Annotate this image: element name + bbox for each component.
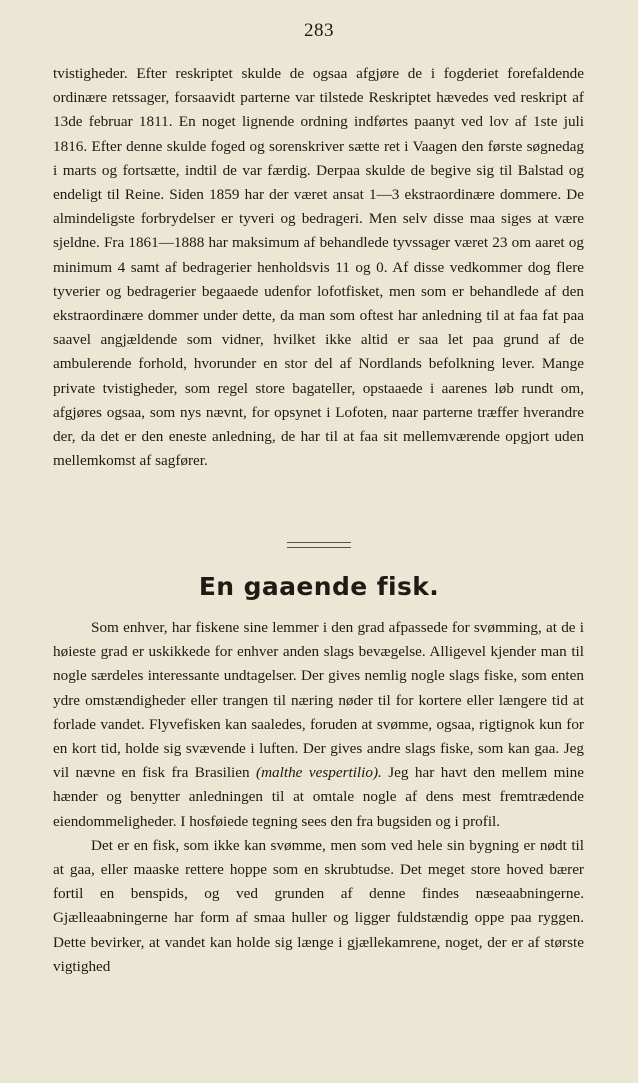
paragraph-text: Jeg har havt den mellem mine hænder og benytter anledningen til at omtale nogle af dens mest fremtrædende eiendommeligheder. I hosføiede tegning sees den fra bugsiden og i profil. <box>53 764 584 830</box>
paragraph <box>53 616 584 834</box>
section-divider <box>287 542 351 543</box>
section-body <box>53 616 584 979</box>
species-name: (malthe vespertilio). <box>256 764 382 782</box>
paragraph: Det er en fisk, som ikke kan svømme, men som ved hele sin bygning er nødt til at gaa, eller maaske rettere hoppe som en skrubtudse. Det meget store hoved bærer fortil en benspids, og ved grunden af denne findes næseaabningerne. Gjælleaabningerne har form af smaa huller og ligger fuldstændig oppe paa ryggen. Dette bevirker, at vandet kan holde sig længe i gjællekamrene, noget, der er af største vigtighed <box>53 836 584 975</box>
section-heading: En gaaende fisk. <box>198 572 440 601</box>
paragraph: tvistigheder. Efter reskriptet skulde de ogsaa afgjøre de i fogderiet forefaldende ordinære retssager, forsaavidt parterne var tilstede Reskriptet hævedes ved reskript af 13de februar 1811. En noget lignende ordning indførtes paanyt ved lov af 1ste juli 1816. Efter denne skulde foged og sorenskriver sætte ret i Vaagen den første søgnedag i marts og fortsætte, indtil de var færdig. Derpaa skulde de begive sig til Balstad og endeligt til Reine. Siden 1859 har der været ansat 1—3 ekstraordinære dommere. De almindeligste forbrydelser er tyveri og bedrageri. Men selv disse maa siges at være sjeldne. Fra 1861—1888 har maksimum af behandlede tyvssager været 23 om aaret og minimum 4 samt af bedragerier henholdsvis 11 og 0. Af disse vedkommer dog flere tyverier og bedragerier begaaede udenfor lofotfisket, men som er behandlede af den ekstraordinære dommer under dette, da man som oftest har anledning til at faa fat paa saavel angjældende som vidner, hvilket ikke altid er saa let paa grund af de ambulerende forhold, hvorunder en stor del af Nordlands befolkning lever. Mange private tvistigheder, som regel store bagateller, opstaaede i aarenes løb rundt om, afgjøres ogsaa, som nys nævnt, for opsynet i Lofoten, naar parterne træffer hverandre der, da det er den eneste anledning, de har til at faa sit mellemværende opgjort uden mellemkomst af sagfører. <box>53 65 584 470</box>
page-number: 283 <box>304 20 334 41</box>
paragraph-text: Som enhver, har fiskene sine lemmer i den grad afpassede for svømming, at de i høieste grad er uskikkede for enhver anden slags bevægelse. Alligevel kjender man til nogle særdeles interessante undtagelser. Der gives nemlig nogle slags fiske, som enten ydre omstændigheder eller trangen til næring nøder til for kortere eller længere tid at forlade vandet. Flyvefisken kan saaledes, foruden at svømme, ogsaa, rigtignok kun for en kort tid, holde sig svævende i luften. Der gives andre slags fiske, som kan gaa. Jeg vil nævne en fisk fra Brasilien <box>53 619 584 782</box>
section-divider <box>287 547 351 548</box>
previous-section-text <box>53 62 584 473</box>
